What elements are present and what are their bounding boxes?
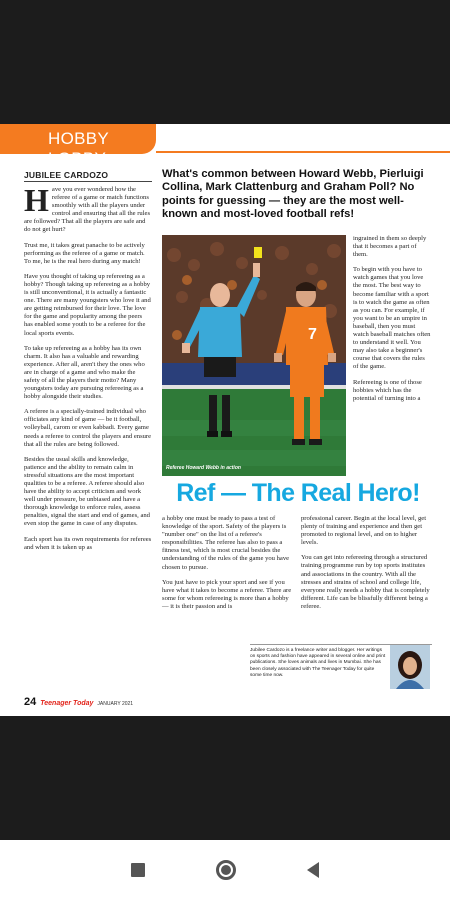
paragraph: To take up refereeing as a hobby has its own charm. It also has a valuable and rewarding experience. After all, aren't they the ones who are in charge of a game and who make the safety of all the players their motto? Many youngsters today are pursuing refereeing as a hobby alongside their studies. xyxy=(24,344,145,401)
paragraph: Trust me, it takes great panache to be actively performing as the referee of a game or match. To me, he is the real hero during any match! xyxy=(24,241,145,265)
viewer-top-bar xyxy=(0,0,450,124)
article-column-1 xyxy=(24,182,152,559)
section-rule xyxy=(156,151,450,153)
system-nav-bar xyxy=(0,840,450,900)
section-title: HOBBY LOBBY xyxy=(48,129,109,168)
page-number: 24 xyxy=(24,696,37,708)
article-column-5 xyxy=(301,515,432,618)
paragraph: Have you ever wondered how the referee of a game or match functions smoothly with all the players under control and ensuring that all the rules are followed? That all the players are safe and do not get hurt? xyxy=(24,182,151,234)
author-byline: JUBILEE CARDOZO xyxy=(24,170,109,180)
circle-icon[interactable] xyxy=(216,860,236,880)
paragraph: ingrained in them so deeply that it becomes a part of them. xyxy=(353,235,427,259)
paragraph: Each sport has its own requirements for referees and when it is taken up as xyxy=(24,535,152,551)
photo-caption: Referee Howard Webb in action xyxy=(166,465,241,471)
svg-text:7: 7 xyxy=(308,326,317,343)
viewer-bottom-bar xyxy=(0,716,450,840)
square-icon[interactable] xyxy=(131,863,145,877)
paragraph: Besides the usual skills and knowledge, patience and the ability to remain calm in stressful situations are the most important qualities to be a referee. A referee should also have the ability to accept criticism and work well under pressure, be unbiased and have a thorough knowledge to enforce rules, assess penalties, signal the start and end of games, and even stop the game in case of any disputes. xyxy=(24,455,150,528)
paragraph: Refereeing is one of those hobbies which has the potential of turning into a xyxy=(353,378,422,402)
magazine-page[interactable] xyxy=(0,124,450,716)
author-avatar-image xyxy=(390,645,430,689)
referee-photo xyxy=(162,235,346,476)
drop-cap: H xyxy=(24,182,49,218)
page-footer xyxy=(24,696,133,708)
paragraph: a hobby one must be ready to pass a test of knowledge of the sport. Safety of the players is "number one" on the list of a referee's responsibilities. The referee has also to pass a fitness test, which is most crucial besides the understanding of the rules of the game you have chosen to pursue. xyxy=(162,515,290,571)
paragraph: To begin with you have to watch games that you love the most. The best way to become familiar with a sport is to watch the game as often as you can. For example, if you want to be an umpire in baseball, then you must watch baseball matches often to understand it well. You may also take a beginner's course that covers the rules of the game. xyxy=(353,266,431,371)
paragraph: Have you thought of taking up refereeing as a hobby? Though taking up refereeing as a hobby is still unconventional, it is actually a fantastic one. There are many youngsters who love it and are getting reimbursed for their love. The love for the game and popularity among the peers has enabled some youth to be a referee for the local sports events. xyxy=(24,272,151,337)
paragraph: A referee is a specially-trained individual who officiates any kind of game — be it football, volleyball, carom or even kabbadi. Every game needs a referee to control the players and ensure that all the rules are being followed. xyxy=(24,408,152,448)
article-headline: Ref — The Real Hero! xyxy=(176,479,420,507)
article-standfirst: What's common between Howard Webb, Pierluigi Collina, Mark Clattenburg and Graham Poll? No points for guessing — they are the most well-known and most-loved football refs! xyxy=(162,168,424,221)
triangle-back-icon[interactable] xyxy=(307,862,319,878)
paragraph: You can get into refereeing through a structured training programme run by top sports institutes and associations in the country. With all the stresses and strains of school and college life, everyone really needs a hobby that is completely different. Life can be blissfully different being a referee. xyxy=(301,554,430,610)
referee-photo-illustration xyxy=(162,235,346,476)
magazine-name: Teenager Today xyxy=(40,700,94,707)
article-column-3 xyxy=(353,235,431,410)
paragraph: professional career. Begin at the local level, get plenty of training and experience and then get promoted to regional level, and on to higher levels. xyxy=(301,515,427,547)
section-tab xyxy=(0,124,156,168)
author-avatar xyxy=(390,645,430,689)
author-bio: Jubilee Cardozo is a freelance writer and blogger. Her writings on sports and fashion have appeared in several online and print publications. She loves animals and lives in Mumbai. She has been closely associated with The Teenager Today for quite some time now. xyxy=(250,648,386,678)
paragraph: You just have to pick your sport and see if you have what it takes to become a referee. There are some for whom refereeing is more than a hobby — it is their passion and is xyxy=(162,578,292,610)
issue-date: JANUARY 2021 xyxy=(97,701,134,707)
article-column-4 xyxy=(162,515,292,618)
